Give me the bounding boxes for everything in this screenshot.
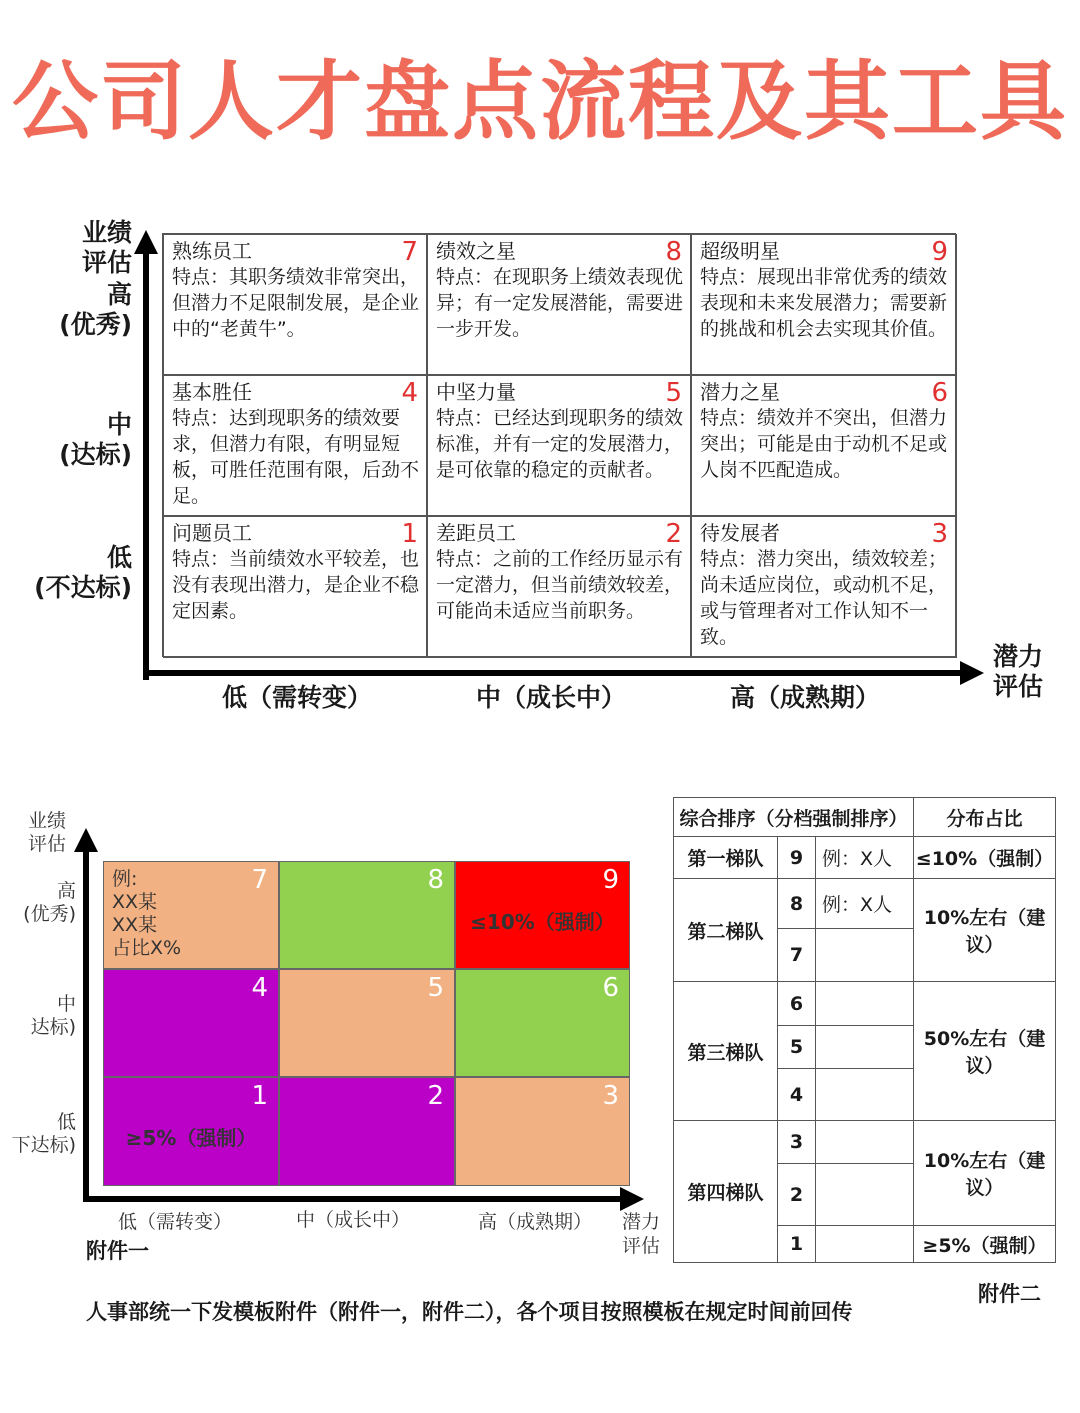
- tier4-empty-2: [816, 1164, 914, 1226]
- tier3-num-6: 6: [778, 982, 816, 1026]
- grid2-x-axis-title: 潜力 评估: [621, 1211, 660, 1257]
- cell-title: 绩效之星: [436, 239, 516, 263]
- cell-number: 9: [931, 237, 948, 267]
- tier4-name: 第四梯队: [674, 1121, 778, 1263]
- tier4-empty-3: [816, 1121, 914, 1164]
- grid1-x-axis: [143, 670, 963, 676]
- grid-cell-8: [427, 234, 691, 375]
- table-header-dist: 分布占比: [914, 798, 1056, 837]
- color-cell-number: 7: [251, 865, 268, 895]
- grid1-y-level-high: 高 (优秀): [59, 280, 132, 339]
- tier4-num-1: 1: [778, 1226, 816, 1263]
- cell-description: 特点：已经达到现职务的绩效标准，并有一定的发展潜力，是可依靠的稳定的贡献者。: [436, 407, 684, 481]
- table-row: [674, 1121, 1056, 1164]
- cell-title: 问题员工: [172, 521, 252, 545]
- grid1-y-level-mid: 中 (达标): [59, 410, 132, 469]
- color-cell-6: [455, 969, 630, 1077]
- cell-description: 特点：之前的工作经历显示有一定潜力，但当前绩效较差，可能尚未适应当前职务。: [436, 548, 684, 622]
- tier2-empty: [816, 929, 914, 982]
- grid-cell-3: [691, 516, 957, 658]
- cell-number: 8: [665, 237, 682, 267]
- grid1-x-axis-title: 潜力 评估: [992, 642, 1043, 701]
- color-cell-number: 8: [427, 865, 444, 895]
- footer-instruction: 人事部统一下发模板附件（附件一，附件二），各个项目按照模板在规定时间前回传: [86, 1300, 853, 1324]
- color-cell-number: 5: [427, 973, 444, 1003]
- cell-number: 2: [665, 519, 682, 549]
- grid2-y-level-high: 高 (优秀): [23, 880, 76, 925]
- grid1-x-level-high: 高（成熟期）: [729, 683, 880, 712]
- grid1-x-level-mid: 中（成长中）: [475, 683, 626, 712]
- grid1-y-level-low: 低 (不达标): [34, 543, 132, 602]
- table-header-rank: 综合排序（分档强制排序）: [674, 798, 914, 837]
- example-note: 例: XX某 XX某 占比X%: [112, 868, 182, 959]
- cell-number: 4: [401, 378, 418, 408]
- cell-title: 熟练员工: [172, 239, 252, 263]
- cell-title: 待发展者: [700, 521, 780, 545]
- cell-description: 特点：潜力突出，绩效较差；尚未适应岗位，或动机不足，或与管理者对工作认知不一致。: [700, 548, 948, 648]
- tier3-dist: 50%左右（建议）: [914, 982, 1056, 1121]
- cell-number: 7: [401, 237, 418, 267]
- tier2-name: 第二梯队: [674, 879, 778, 982]
- color-cell-4: [103, 969, 279, 1077]
- tier1-name: 第一梯队: [674, 837, 778, 879]
- color-cell-7: [103, 861, 279, 969]
- grid2-y-axis-title: 业绩 评估: [27, 810, 66, 855]
- cell-number: 3: [931, 519, 948, 549]
- grid1-y-axis: [143, 250, 149, 680]
- color-cell-2: [279, 1077, 455, 1186]
- tier3-empty-6: [816, 982, 914, 1026]
- table-row: [674, 879, 1056, 929]
- grid2-x-level-high: 高（成熟期）: [477, 1211, 592, 1233]
- color-cell-number: 9: [602, 865, 619, 895]
- grid2-x-level-mid: 中（成长中）: [295, 1209, 410, 1231]
- grid-cell-5: [427, 375, 691, 516]
- color-cell-number: 1: [251, 1081, 268, 1111]
- color-cell-number: 3: [602, 1081, 619, 1111]
- tier2-example: 例：X人: [816, 879, 914, 929]
- color-cell-1: [103, 1077, 279, 1186]
- color-cell-5: [279, 969, 455, 1077]
- cell-title: 超级明星: [700, 239, 780, 263]
- ranking-table: [673, 797, 1056, 1263]
- tier4-dist: 10%左右（建议）: [914, 1121, 1056, 1226]
- cell-number: 1: [401, 519, 418, 549]
- tier1-example: 例：X人: [816, 837, 914, 879]
- bottom-ratio-note: ≥5%（强制）: [125, 1126, 257, 1150]
- grid-cell-2: [427, 516, 691, 658]
- tier3-num-5: 5: [778, 1026, 816, 1069]
- grid2-y-level-mid: 中 达标): [30, 993, 76, 1038]
- color-cell-number: 6: [602, 973, 619, 1003]
- cell-title: 中坚力量: [436, 380, 516, 404]
- colored-nine-box-grid: [103, 861, 630, 1186]
- tier2-num-8: 8: [778, 879, 816, 929]
- grid2-y-axis: [83, 848, 89, 1200]
- cell-description: 特点：达到现职务的绩效要求，但潜力有限，有明显短板，可胜任范围有限，后劲不足。: [172, 407, 420, 507]
- cell-description: 特点：其职务绩效非常突出，但潜力不足限制发展，是企业中的“老黄牛”。: [172, 266, 420, 340]
- grid-cell-1: [163, 516, 427, 658]
- tier3-empty-5: [816, 1026, 914, 1069]
- grid-cell-9: [691, 234, 957, 375]
- tier2-num-7: 7: [778, 929, 816, 982]
- cell-description: 特点：绩效并不突出，但潜力突出；可能是由于动机不足或人岗不匹配造成。: [700, 407, 948, 481]
- tier1-num: 9: [778, 837, 816, 879]
- grid2-y-level-low: 低 下达标): [11, 1111, 76, 1156]
- table-row: [674, 837, 1056, 879]
- attachment-one-label: 附件一: [86, 1239, 149, 1263]
- color-cell-8: [279, 861, 455, 969]
- cell-title: 基本胜任: [172, 380, 252, 404]
- top-ratio-note: ≤10%（强制）: [470, 910, 615, 934]
- color-cell-3: [455, 1077, 630, 1186]
- page-title: 公司人才盘点流程及其工具: [12, 52, 1068, 152]
- talent-nine-box-grid: [162, 233, 956, 657]
- grid-cell-7: [163, 234, 427, 375]
- tier4-num-3: 3: [778, 1121, 816, 1164]
- grid1-y-axis-title: 业绩 评估: [81, 218, 132, 277]
- grid1-x-level-low: 低（需转变）: [221, 683, 372, 712]
- tier1-dist: ≤10%（强制）: [914, 837, 1056, 879]
- cell-title: 潜力之星: [700, 380, 780, 404]
- grid-cell-6: [691, 375, 957, 516]
- cell-number: 6: [931, 378, 948, 408]
- cell-description: 特点：当前绩效水平较差，也没有表现出潜力，是企业不稳定因素。: [172, 548, 420, 622]
- color-cell-number: 4: [251, 973, 268, 1003]
- cell-title: 差距员工: [436, 521, 516, 545]
- attachment-two-label: 附件二: [978, 1282, 1041, 1306]
- color-cell-number: 2: [427, 1081, 444, 1111]
- grid2-x-axis-arrow: [620, 1187, 644, 1211]
- tier3-num-4: 4: [778, 1069, 816, 1121]
- cell-number: 5: [665, 378, 682, 408]
- tier3-name: 第三梯队: [674, 982, 778, 1121]
- grid-cell-4: [163, 375, 427, 516]
- tier4-num-2: 2: [778, 1164, 816, 1226]
- grid1-x-axis-arrow: [960, 661, 984, 685]
- tier4-dist-last: ≥5%（强制）: [914, 1226, 1056, 1263]
- color-cell-9: [455, 861, 630, 969]
- cell-description: 特点：展现出非常优秀的绩效表现和未来发展潜力；需要新的挑战和机会去实现其价值。: [700, 266, 948, 340]
- tier4-empty-1: [816, 1226, 914, 1263]
- grid2-x-level-low: 低（需转变）: [117, 1211, 232, 1233]
- table-row: [674, 982, 1056, 1026]
- grid2-x-axis: [83, 1196, 623, 1202]
- tier3-empty-4: [816, 1069, 914, 1121]
- cell-description: 特点：在现职务上绩效表现优异；有一定发展潜能，需要进一步开发。: [436, 266, 684, 340]
- tier2-dist: 10%左右（建议）: [914, 879, 1056, 982]
